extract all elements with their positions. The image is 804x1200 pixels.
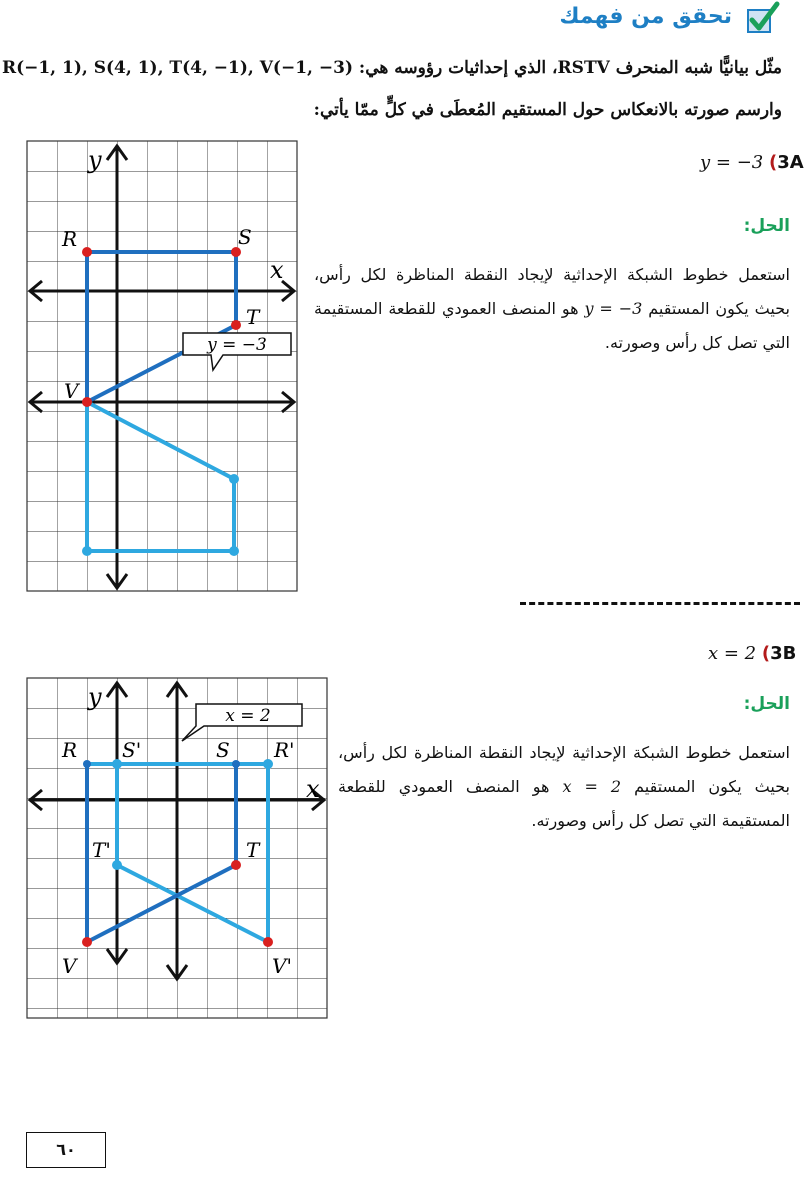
section-header xyxy=(520,0,780,36)
vertex-s-image xyxy=(229,546,239,556)
label-r: R xyxy=(62,227,78,251)
x-axis-label: x xyxy=(270,256,284,284)
solution-text-b1: استعمل خطوط الشبكة الإحداثية لإيجاد النقطة المناظرة لكل رأس، بحيث يكون المستقيم xyxy=(338,743,790,796)
part-3b-solution-title: الحل: xyxy=(743,694,790,714)
grid xyxy=(27,141,297,591)
vertex-t xyxy=(231,320,241,330)
label-r: R xyxy=(62,738,78,762)
vertex-v-image xyxy=(263,937,273,947)
page-number: ٦٠ xyxy=(56,1140,76,1159)
section-title: تحقق من فهمك xyxy=(559,4,732,29)
part-3b-solution-text xyxy=(338,736,790,838)
x-axis-label: x xyxy=(306,775,320,803)
vertex-t-image xyxy=(112,860,122,870)
label-v-prime: V' xyxy=(272,954,292,978)
part-3a-heading: y = −3 (3A xyxy=(700,152,804,173)
intro-line-2: وارسم صورته بالانعكاس حول المستقيم المُعطَى في كلٍّ ممّا يأتي: xyxy=(313,100,782,120)
part-3a-number: 3A xyxy=(777,152,804,173)
vertex-r-image xyxy=(82,546,92,556)
intro-coordinates: R(−1, 1), S(4, 1), T(4, −1), V(−1, −3) xyxy=(1,58,353,78)
intro-text: مثّل بيانيًّا شبه المنحرف RSTV، الذي إحداثيات رؤوسه هي: xyxy=(358,58,782,78)
solution-eq-a: y = −3 xyxy=(584,299,643,318)
vertex-t-image xyxy=(229,474,239,484)
vertex-r xyxy=(82,247,92,257)
vertex-r xyxy=(83,760,91,768)
checkbox-tick-icon xyxy=(744,2,780,34)
label-s-prime: S' xyxy=(122,738,142,762)
graph-3b xyxy=(26,677,328,1019)
label-v: V xyxy=(64,379,79,403)
part-3b-number: 3B xyxy=(770,643,797,664)
vertex-v xyxy=(82,937,92,947)
label-t: T xyxy=(246,305,260,329)
label-t: T xyxy=(246,838,260,862)
section-divider xyxy=(520,602,800,605)
part-3b-equation: x = 2 xyxy=(708,643,757,664)
vertex-v xyxy=(82,397,92,407)
solution-text-a1: استعمل خطوط الشبكة الإحداثية لإيجاد النقطة المناظرة لكل رأس، بحيث يكون المستقيم xyxy=(314,265,790,318)
vertex-t xyxy=(231,860,241,870)
label-t-prime: T' xyxy=(92,838,111,862)
part-3b-heading: x = 2 (3B xyxy=(708,643,797,664)
y-axis-label: y xyxy=(88,146,102,174)
part-3a-solution-title: الحل: xyxy=(743,216,790,236)
vertex-s xyxy=(232,760,240,768)
vertex-r-image xyxy=(263,759,273,769)
label-s: S xyxy=(238,225,252,249)
label-r-prime: R' xyxy=(274,738,295,762)
graph-3a xyxy=(26,140,298,592)
part-3a-solution-text xyxy=(314,258,790,360)
label-v: V xyxy=(62,954,77,978)
callout-text: y = −3 xyxy=(207,335,267,355)
callout-text: x = 2 xyxy=(225,706,271,726)
solution-eq-b: x = 2 xyxy=(562,777,622,796)
label-s: S xyxy=(216,738,230,762)
part-3a-equation: y = −3 xyxy=(700,152,764,173)
solution-text-a2: هو المنصف العمودي للقطعة المستقيمة التي تصل كل رأس وصورته. xyxy=(314,299,790,352)
solution-text-b2: هو المنصف العمودي للقطعة المستقيمة التي تصل كل رأس وصورته. xyxy=(338,777,790,830)
vertex-s-image xyxy=(112,759,122,769)
page-number-box xyxy=(26,1132,106,1168)
intro-line-1 xyxy=(0,58,782,78)
y-axis-label: y xyxy=(88,683,102,711)
